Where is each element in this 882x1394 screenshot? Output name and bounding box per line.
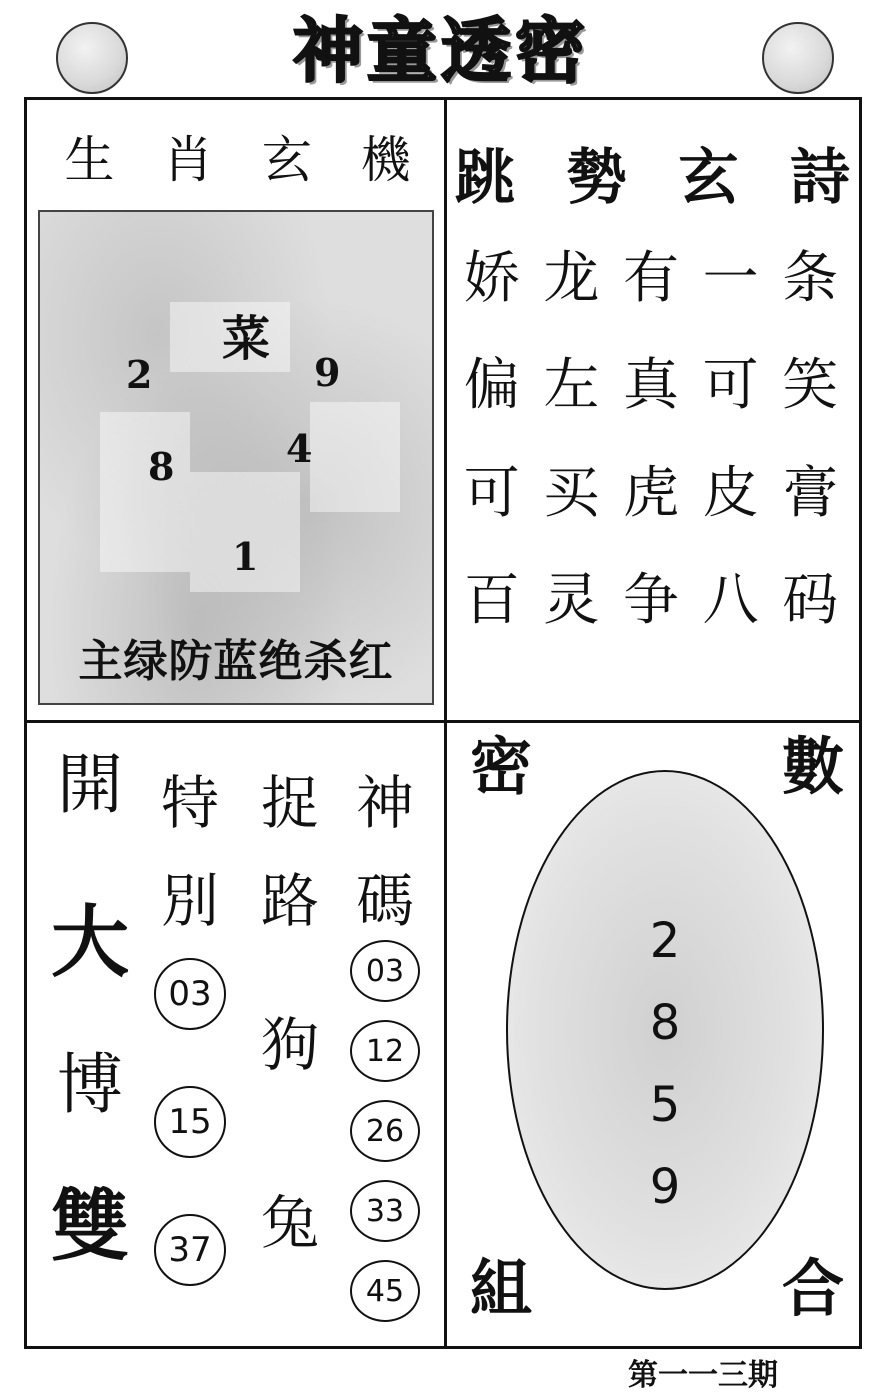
poem-char: 一 [702,245,759,311]
shenma-header-char: 碼 [355,867,414,935]
shenma-number-circle: 12 [350,1020,420,1082]
zodiac-number: 9 [314,350,341,395]
oval-digit: 5 [649,1077,681,1133]
shenma-column [340,769,430,1322]
corner-char-top-left: 密 [470,730,533,803]
zodiac-title-char: 肖 [163,131,214,189]
zodiac-title-char: 玄 [261,131,312,189]
vertical-divider [444,97,447,1349]
corner-char-bottom-right: 合 [782,1252,845,1325]
zodiac-number: 4 [286,426,313,471]
poem-char: 有 [622,245,679,311]
shenma-number-circle: 03 [350,940,420,1002]
shenma-number-circle: 45 [350,1260,420,1322]
horizontal-divider [24,720,862,723]
tema-number-circle: 37 [154,1214,226,1286]
poem-char: 码 [782,568,839,634]
luzhuo-column [250,769,330,1257]
corner-char-bottom-left: 組 [470,1252,533,1325]
luzhuo-header-char: 捉 [260,769,319,837]
zodiac-number: 8 [148,444,175,489]
poem-title-char: 詩 [789,143,850,213]
animal-char: 狗 [260,1011,319,1079]
poem-char: 可 [463,460,520,526]
poem-char: 膏 [782,460,839,526]
shenma-header-char: 神 [355,769,414,837]
zodiac-gray-box [38,210,434,705]
left-char: 開 [57,746,123,823]
light-patch [100,412,190,572]
poem-char: 偏 [463,353,520,419]
zodiac-panel-title [40,130,435,190]
poem-grid [452,220,850,650]
poem-char: 娇 [463,245,520,311]
oval-digit: 2 [649,913,681,969]
issue-number: 第一一三期 [628,1358,778,1393]
hint-char: 菜 [222,311,271,367]
shenma-number-circle: 26 [350,1100,420,1162]
luzhuo-header-char: 路 [260,867,319,935]
zodiac-number: 2 [126,352,153,397]
poem-panel-title [455,140,850,216]
left-vertical-text [50,746,130,1272]
tema-header-char: 別 [160,867,219,935]
corner-char-top-right: 數 [782,730,845,803]
zodiac-title-char: 生 [64,131,115,189]
oval-digit: 8 [649,995,681,1051]
poem-char: 可 [702,353,759,419]
poem-char: 左 [543,353,600,419]
oval-digit: 9 [649,1159,681,1215]
tema-header-char: 特 [160,769,219,837]
tema-number-circle: 03 [154,958,226,1030]
poem-char: 龙 [543,245,600,311]
poem-title-char: 跳 [455,143,515,213]
poem-title-char: 勢 [566,143,627,213]
left-char: 博 [57,1046,123,1123]
poem-char: 虎 [622,460,679,526]
poem-char: 皮 [702,460,759,526]
right-decor-circle [762,22,834,94]
tema-column [150,769,230,1286]
page-title: 神童透密 [293,9,589,92]
poem-char: 百 [463,568,520,634]
animal-char: 兔 [260,1189,319,1257]
oval-digit-list [630,900,700,1228]
tema-number-circle: 15 [154,1086,226,1158]
left-char: 大 [50,898,129,988]
poem-char: 八 [702,568,759,634]
poem-char: 笑 [782,353,839,419]
left-char: 雙 [50,1182,129,1272]
poem-title-char: 玄 [678,143,739,213]
zodiac-number: 1 [232,534,259,579]
poem-char: 买 [543,460,600,526]
shenma-number-circle: 33 [350,1180,420,1242]
poem-char: 灵 [543,568,600,634]
poem-char: 条 [782,245,839,311]
poem-char: 争 [622,568,679,634]
left-decor-circle [56,22,128,94]
zodiac-title-char: 機 [360,131,411,189]
slogan: 主绿防蓝绝杀红 [78,636,394,687]
light-patch [310,402,400,512]
poem-char: 真 [622,353,679,419]
